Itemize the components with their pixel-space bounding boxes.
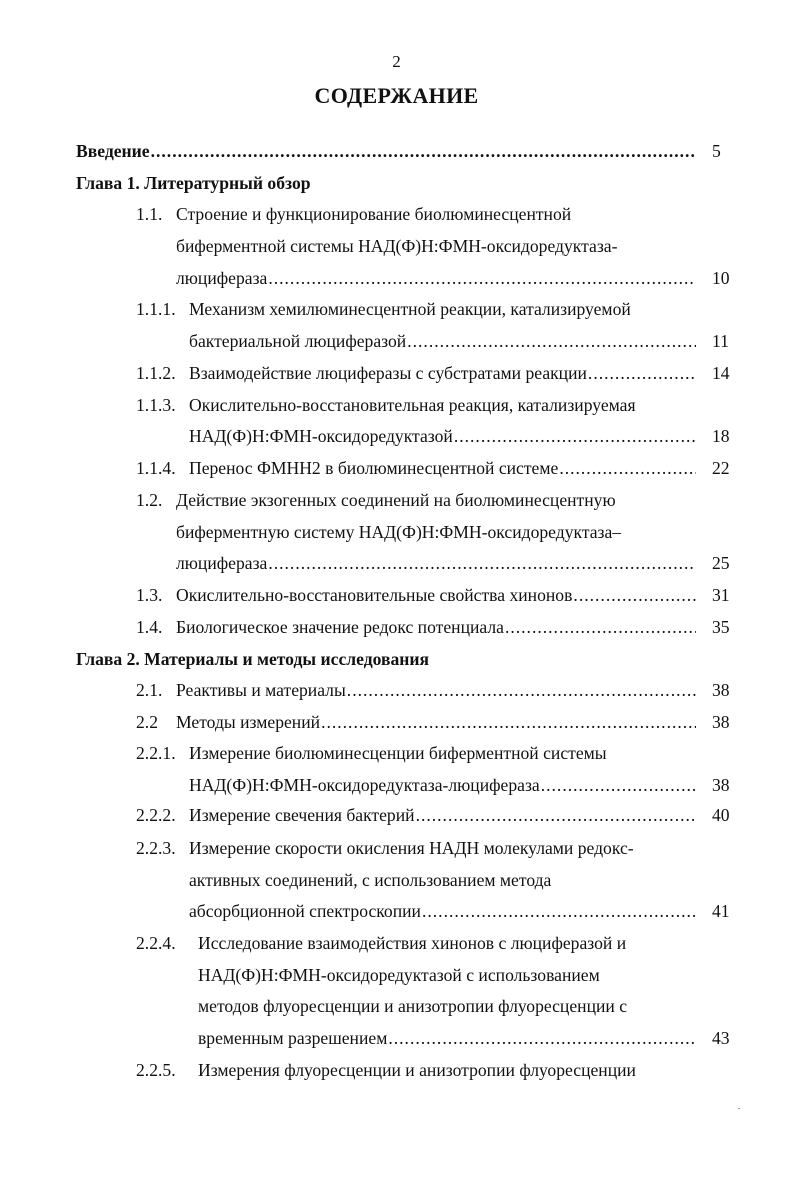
toc-entry-text: биферментную систему НАД(Ф)Н:ФМН-оксидоредуктаза– xyxy=(176,522,622,542)
toc-entry-text: временным разрешением xyxy=(198,1028,388,1048)
toc-entry-text: Окислительно-восстановительные свойства хинонов xyxy=(176,585,573,605)
dot-leader xyxy=(268,266,696,290)
toc-entry-text: Действие экзогенных соединений на биолюминесцентную xyxy=(176,490,616,510)
chapter-heading: Глава 2. Материалы и методы исследования xyxy=(76,649,430,669)
toc-page-number: 11 xyxy=(712,331,729,351)
toc-entry-text: Строение и функционирование биолюминесцентной xyxy=(176,204,572,224)
toc-entry-line xyxy=(176,583,696,607)
dot-leader xyxy=(151,139,696,163)
toc-entry-line xyxy=(176,615,696,639)
toc-entry-text: Методы измерений xyxy=(176,712,321,732)
toc-entry-text: Взаимодействие люциферазы с субстратами реакции xyxy=(189,363,587,383)
dot-leader xyxy=(422,899,696,923)
toc-entry-line xyxy=(176,551,696,575)
toc-entry-line xyxy=(189,424,696,448)
toc-page-number: 38 xyxy=(712,712,730,732)
toc-page-number: 18 xyxy=(712,426,730,446)
toc-entry-number: 1.1.1. xyxy=(136,299,176,319)
dot-leader xyxy=(321,710,696,734)
toc-entry-text: абсорбционной спектроскопии xyxy=(189,901,421,921)
dot-leader xyxy=(416,803,696,827)
toc-entry-text: НАД(Ф)Н:ФМН-оксидоредуктазой xyxy=(189,426,453,446)
toc-entry-line xyxy=(176,710,696,734)
toc-entry-number: 2.2.1. xyxy=(136,743,176,763)
dot-leader xyxy=(388,1026,696,1050)
toc-page-number: 38 xyxy=(712,775,730,795)
toc-entry-number: 1.1. xyxy=(136,204,163,224)
toc-entry-number: 1.1.3. xyxy=(136,395,176,415)
toc-entry-text: бактериальной люциферазой xyxy=(189,331,407,351)
dot-leader xyxy=(559,456,696,480)
page-title: СОДЕРЖАНИЕ xyxy=(314,83,479,108)
toc-entry-text: Перенос ФМНН2 в биолюминесцентной системе xyxy=(189,458,559,478)
toc-entry-line xyxy=(76,139,696,163)
toc-page-number: 25 xyxy=(712,553,730,573)
toc-entry-text: Исследование взаимодействия хинонов с люциферазой и xyxy=(198,933,627,953)
toc-entry-line xyxy=(176,266,696,290)
scan-speck xyxy=(738,1108,740,1109)
dot-leader xyxy=(268,551,696,575)
toc-entry-text: Измерение биолюминесценции биферментной системы xyxy=(189,743,607,763)
dot-leader xyxy=(541,773,696,797)
toc-entry-text: Механизм хемилюминесцентной реакции, катализируемой xyxy=(189,299,631,319)
dot-leader xyxy=(588,361,696,385)
toc-page-number: 38 xyxy=(712,680,730,700)
toc-entry-text: Биологическое значение редокс потенциала xyxy=(176,617,504,637)
toc-entry-number: 2.1. xyxy=(136,680,163,700)
toc-entry-number: 2.2 xyxy=(136,712,158,732)
toc-entry-text: Измерение скорости окисления НАДН молекулами редокс- xyxy=(189,838,634,858)
toc-entry-line xyxy=(189,329,696,353)
toc-entry-text: НАД(Ф)Н:ФМН-оксидоредуктазой с использованием xyxy=(198,965,600,985)
dot-leader xyxy=(347,678,696,702)
toc-entry-text: Окислительно-восстановительная реакция, катализируемая xyxy=(189,395,636,415)
toc-entry-number: 2.2.5. xyxy=(136,1060,176,1080)
toc-entry-number: 1.4. xyxy=(136,617,163,637)
toc-entry-line xyxy=(176,678,696,702)
page-number: 2 xyxy=(392,52,401,71)
toc-page-number: 31 xyxy=(712,585,730,605)
toc-page-number: 22 xyxy=(712,458,730,478)
toc-entry-text: Измерение свечения бактерий xyxy=(189,805,415,825)
toc-page-number: 5 xyxy=(712,141,721,161)
toc-page-number: 10 xyxy=(712,268,730,288)
toc-entry-number: 1.3. xyxy=(136,585,163,605)
dot-leader xyxy=(407,329,696,353)
toc-entry-number: 1.2. xyxy=(136,490,163,510)
toc-page-number: 43 xyxy=(712,1028,730,1048)
toc-entry-text: люцифераза xyxy=(176,268,268,288)
toc-entry-number: 1.1.2. xyxy=(136,363,176,383)
toc-page-number: 40 xyxy=(712,805,730,825)
chapter-heading: Глава 1. Литературный обзор xyxy=(76,173,311,193)
toc-entry-text: Введение xyxy=(76,141,150,161)
toc-entry-line xyxy=(189,803,696,827)
toc-entry-line xyxy=(189,773,696,797)
toc-entry-text: Измерения флуоресценции и анизотропии флуоресценции xyxy=(198,1060,636,1080)
toc-page-number: 35 xyxy=(712,617,730,637)
toc-entry-number: 2.2.3. xyxy=(136,838,176,858)
toc-entry-line xyxy=(189,899,696,923)
toc-entry-text: методов флуоресценции и анизотропии флуоресценции с xyxy=(198,996,628,1016)
toc-entry-number: 2.2.4. xyxy=(136,933,176,953)
toc-entry-text: активных соединений, с использованием метода xyxy=(189,870,552,890)
dot-leader xyxy=(454,424,696,448)
toc-entry-text: биферментной системы НАД(Ф)Н:ФМН-оксидоредуктаза- xyxy=(176,236,618,256)
toc-entry-text: Реактивы и материалы xyxy=(176,680,346,700)
toc-entry-number: 1.1.4. xyxy=(136,458,176,478)
toc-page-number: 41 xyxy=(712,901,730,921)
toc-entry-text: люцифераза xyxy=(176,553,268,573)
toc-entry-number: 2.2.2. xyxy=(136,805,176,825)
dot-leader xyxy=(573,583,696,607)
toc-entry-text: НАД(Ф)Н:ФМН-оксидоредуктаза-люцифераза xyxy=(189,775,540,795)
toc-entry-line xyxy=(198,1026,696,1050)
toc-entry-line xyxy=(189,456,696,480)
dot-leader xyxy=(505,615,696,639)
toc-entry-line xyxy=(189,361,696,385)
toc-page-number: 14 xyxy=(712,363,730,383)
